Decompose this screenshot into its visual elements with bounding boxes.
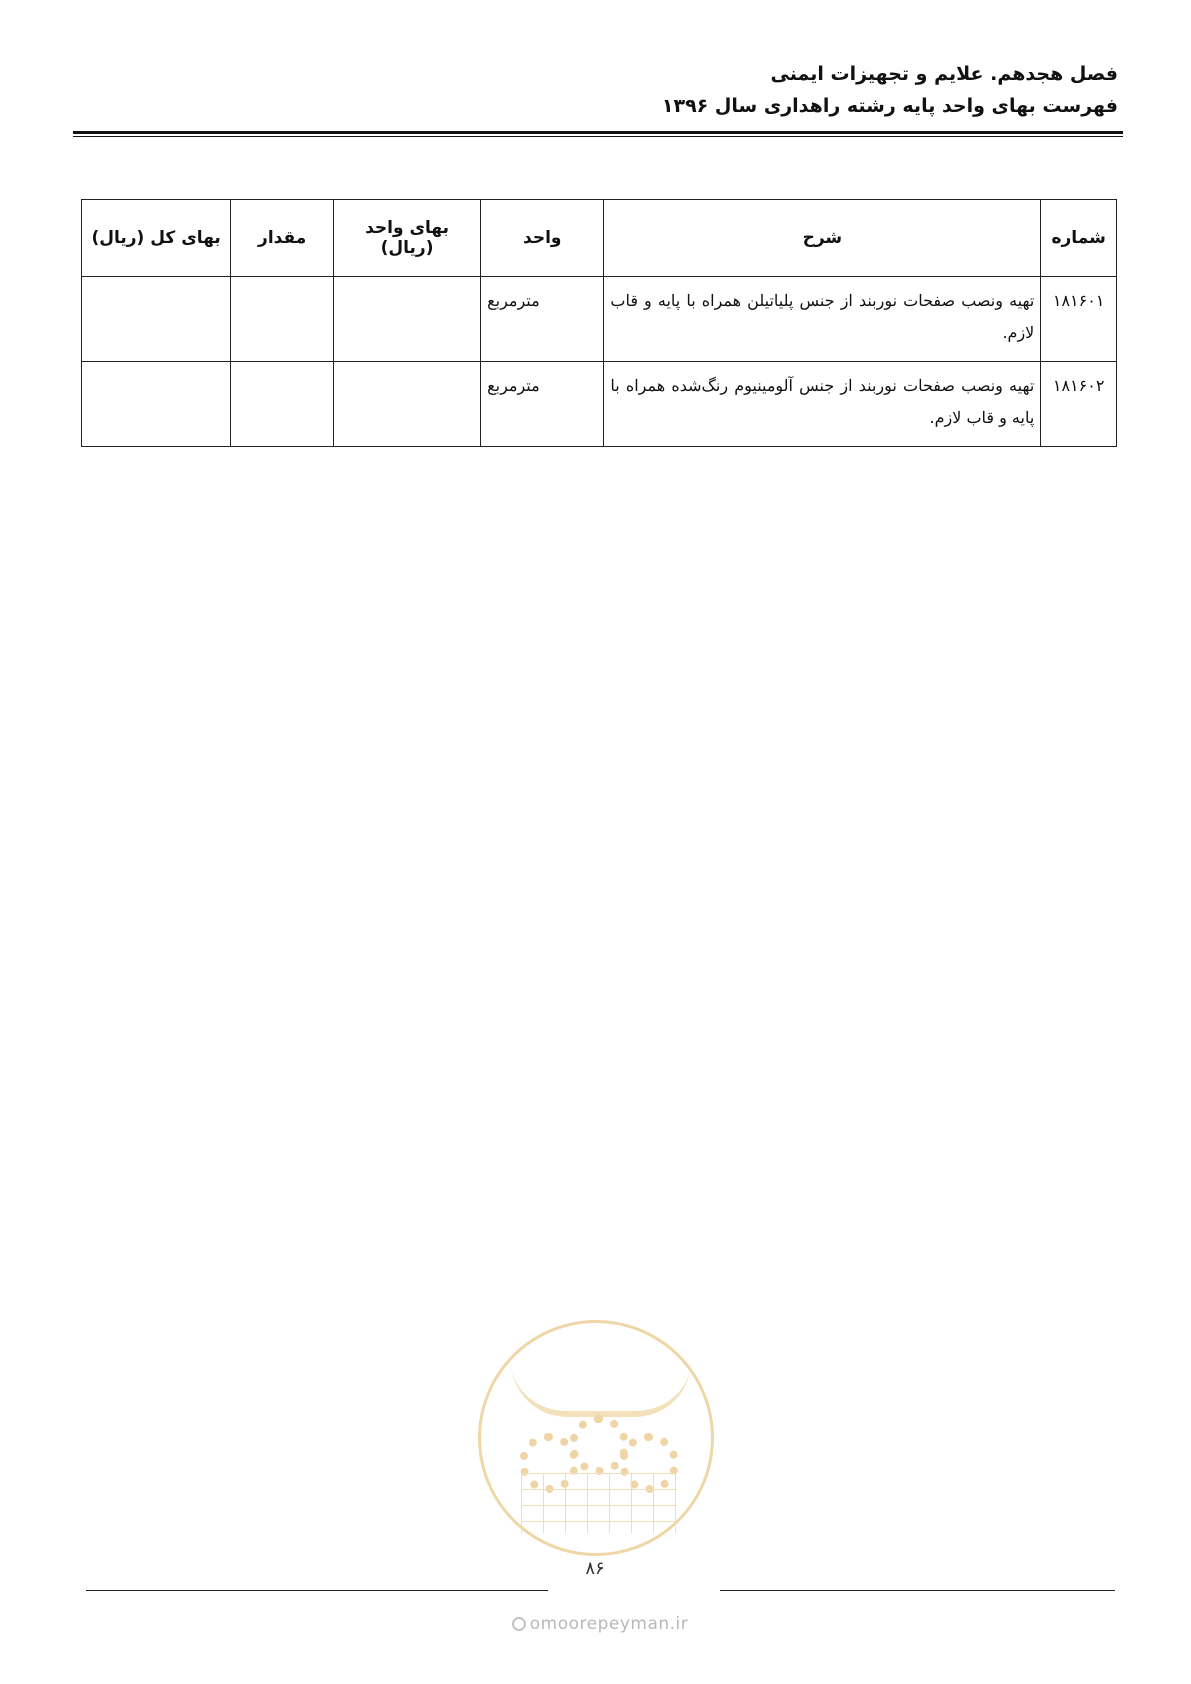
- row-total-price: [82, 362, 231, 447]
- row-quantity: [231, 362, 334, 447]
- row-number: ۱۸۱۶۰۲: [1041, 362, 1117, 447]
- logo-grid-mark: [521, 1473, 677, 1533]
- header-total-price: بهای کل (ریال): [82, 200, 231, 277]
- site-watermark: [490, 1614, 710, 1634]
- page-header: [68, 58, 1118, 122]
- row-unit-price: [334, 362, 481, 447]
- header-number: شماره: [1041, 200, 1117, 277]
- logo-script-mark: [511, 1361, 691, 1417]
- row-description: تهیه ونصب صفحات نوربند از جنس پلیاتیلن همراه با پایه و قاب لازم.: [604, 277, 1041, 362]
- header-unit-price: [334, 200, 481, 277]
- row-quantity: [231, 277, 334, 362]
- table-row: [82, 277, 1117, 362]
- header-rule-thin: [73, 136, 1123, 137]
- row-description: تهیه ونصب صفحات نوربند از جنس آلومینیوم رنگ‌شده همراه با پایه و قاب لازم.: [604, 362, 1041, 447]
- row-number: ۱۸۱۶۰۱: [1041, 277, 1117, 362]
- table-header-row: [82, 200, 1117, 277]
- header-unit-price-currency: (ریال): [380, 238, 434, 258]
- footer-rule-right: [720, 1590, 1115, 1591]
- list-title: فهرست بهای واحد پایه رشته راهداری سال ۱۳۹۶: [661, 95, 1118, 117]
- site-url: omoorepeyman.ir: [529, 1614, 689, 1634]
- row-unit: مترمربع: [481, 277, 604, 362]
- row-unit: مترمربع: [481, 362, 604, 447]
- watermark-logo: [478, 1320, 714, 1556]
- header-unit: واحد: [481, 200, 604, 277]
- chapter-title: فصل هجدهم. علایم و تجهیزات ایمنی: [770, 63, 1118, 85]
- header-rule-thick: [73, 131, 1123, 134]
- header-quantity: مقدار: [231, 200, 334, 277]
- row-unit-price: [334, 277, 481, 362]
- page-number: ۸۶: [585, 1558, 605, 1579]
- header-description: شرح: [604, 200, 1041, 277]
- price-list-table: [81, 199, 1117, 447]
- table-row: [82, 362, 1117, 447]
- header-unit-price-label: بهای واحد: [365, 218, 450, 238]
- globe-icon: [512, 1617, 526, 1631]
- footer-rule-left: [86, 1590, 548, 1591]
- row-total-price: [82, 277, 231, 362]
